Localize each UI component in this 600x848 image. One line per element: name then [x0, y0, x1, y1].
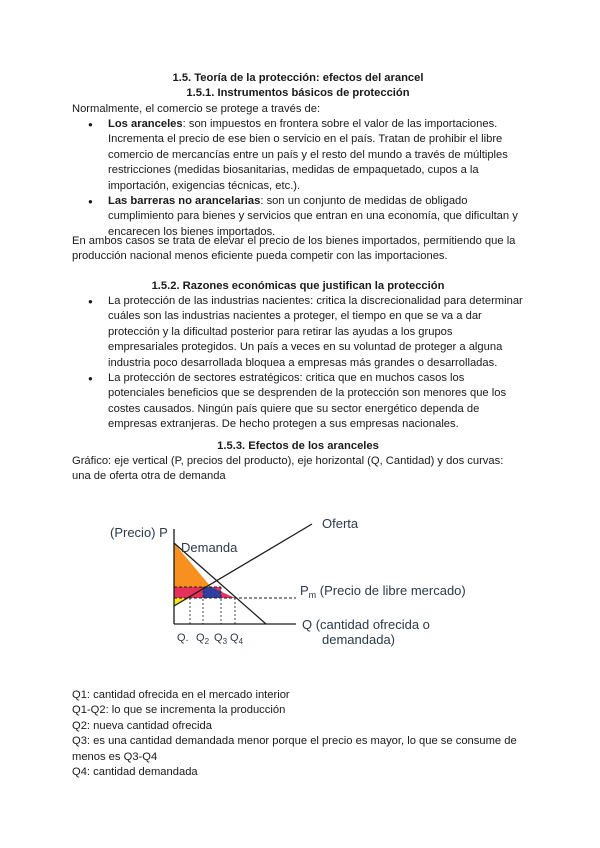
- q4-main: Q: [230, 632, 239, 644]
- bullet-list-instruments: [72, 117, 524, 240]
- q3-label: [214, 632, 228, 646]
- supply-label: Oferta: [322, 516, 359, 531]
- q2-label: [196, 632, 210, 646]
- bullet-term: Las barreras no arancelarias: [108, 195, 261, 208]
- pm-rest: (Precio de libre mercado): [316, 583, 466, 598]
- subsection-title-3: 1.5.3. Efectos de los aranceles: [217, 440, 379, 452]
- bullet-text: La protección de las industrias nacientes: critica la discrecionalidad para determinar cuáles son las industrias nacientes a proteger, el tiempo en que se va a dar protección y la dificultad posterior para retirar las ayudas a los grupos empresariales protegidos. Un país a veces en su voluntad de proteger a alguna industria poco desarrollada bloquea a empresas más grandes o desarrolladas.: [108, 295, 523, 369]
- list-item: [72, 117, 524, 194]
- q3-sub: 3: [222, 637, 228, 646]
- graph-description: Gráfico: eje vertical (P, precios del producto), eje horizontal (Q, Cantidad) y dos curvas: una de oferta otra de demanda: [72, 455, 504, 483]
- list-item: [72, 371, 524, 433]
- bullet-text: : son un conjunto de medidas de obligado cumplimiento para bienes y servicios que entran en una economía, que dificultan y encarecen los bienes importados.: [108, 195, 518, 238]
- world-price-label: [300, 583, 466, 600]
- demand-label: Demanda: [181, 540, 238, 555]
- q1-label: Q.: [177, 632, 189, 644]
- q3-main: Q: [214, 632, 223, 644]
- subsection-title-1: 1.5.1. Instrumentos básicos de protección: [186, 87, 410, 99]
- quantity-axis-label-line2: demandada): [322, 632, 395, 647]
- deadweight-loss-area-left: [174, 587, 203, 598]
- bullet-list-reasons: [72, 294, 524, 433]
- q2-main: Q: [196, 632, 205, 644]
- section-title: 1.5. Teoría de la protección: efectos del arancel: [172, 72, 424, 84]
- paragraph-both-cases: En ambos casos se trata de elevar el precio de los bienes importados, permitiendo que la producción nacional menos eficiente pueda competir con las importaciones.: [72, 235, 516, 263]
- note-line: Q4: cantidad demandada: [72, 766, 198, 779]
- price-axis-label: (Precio) P: [110, 525, 168, 540]
- bullet-text: : son impuestos en frontera sobre el valor de las importaciones. Incrementa el precio de ese bien o servicio en el país. Tratan de prohibir el libre comercio de mercancías entre un país y el resto del mundo a través de múltiples restricciones (medidas biosanitarias, medidas de empaquetado, cupos a la importación, exigencias técnicas, etc.).: [108, 118, 508, 192]
- quantity-axis-label-line1: Q (cantidad ofrecida o: [302, 617, 430, 632]
- q4-sub: 4: [238, 637, 244, 646]
- list-item: [72, 294, 524, 371]
- note-line: Q3: es una cantidad demandada menor porque el precio es mayor, lo que se consume de menos es Q3-Q4: [72, 735, 517, 763]
- intro-paragraph: Normalmente, el comercio se protege a través de:: [72, 103, 321, 115]
- note-line: Q1-Q2: lo que se incrementa la producción: [72, 704, 286, 717]
- notes-block: [72, 688, 524, 780]
- note-line: Q2: nueva cantidad ofrecida: [72, 719, 212, 732]
- subsection-title-2: 1.5.2. Razones económicas que justifican la protección: [151, 280, 445, 292]
- note-line: Q1: cantidad ofrecida en el mercado interior: [72, 689, 290, 701]
- bullet-text: La protección de sectores estratégicos: critica que en muchos casos los potenciales beneficios que se desprenden de la protección son menores que los costes causados. Ningún país quiere que su sector energético dependa de empresas extranjeras. De hecho protegen a sus empresas nacionales.: [108, 372, 507, 431]
- q2-sub: 2: [204, 637, 210, 646]
- bullet-term: Los aranceles: [108, 118, 183, 130]
- supply-demand-graph: [84, 507, 520, 679]
- q4-label: [230, 632, 244, 646]
- pm-main: P: [300, 583, 309, 598]
- supply-curve: [174, 524, 312, 606]
- pm-sub: m: [308, 590, 317, 600]
